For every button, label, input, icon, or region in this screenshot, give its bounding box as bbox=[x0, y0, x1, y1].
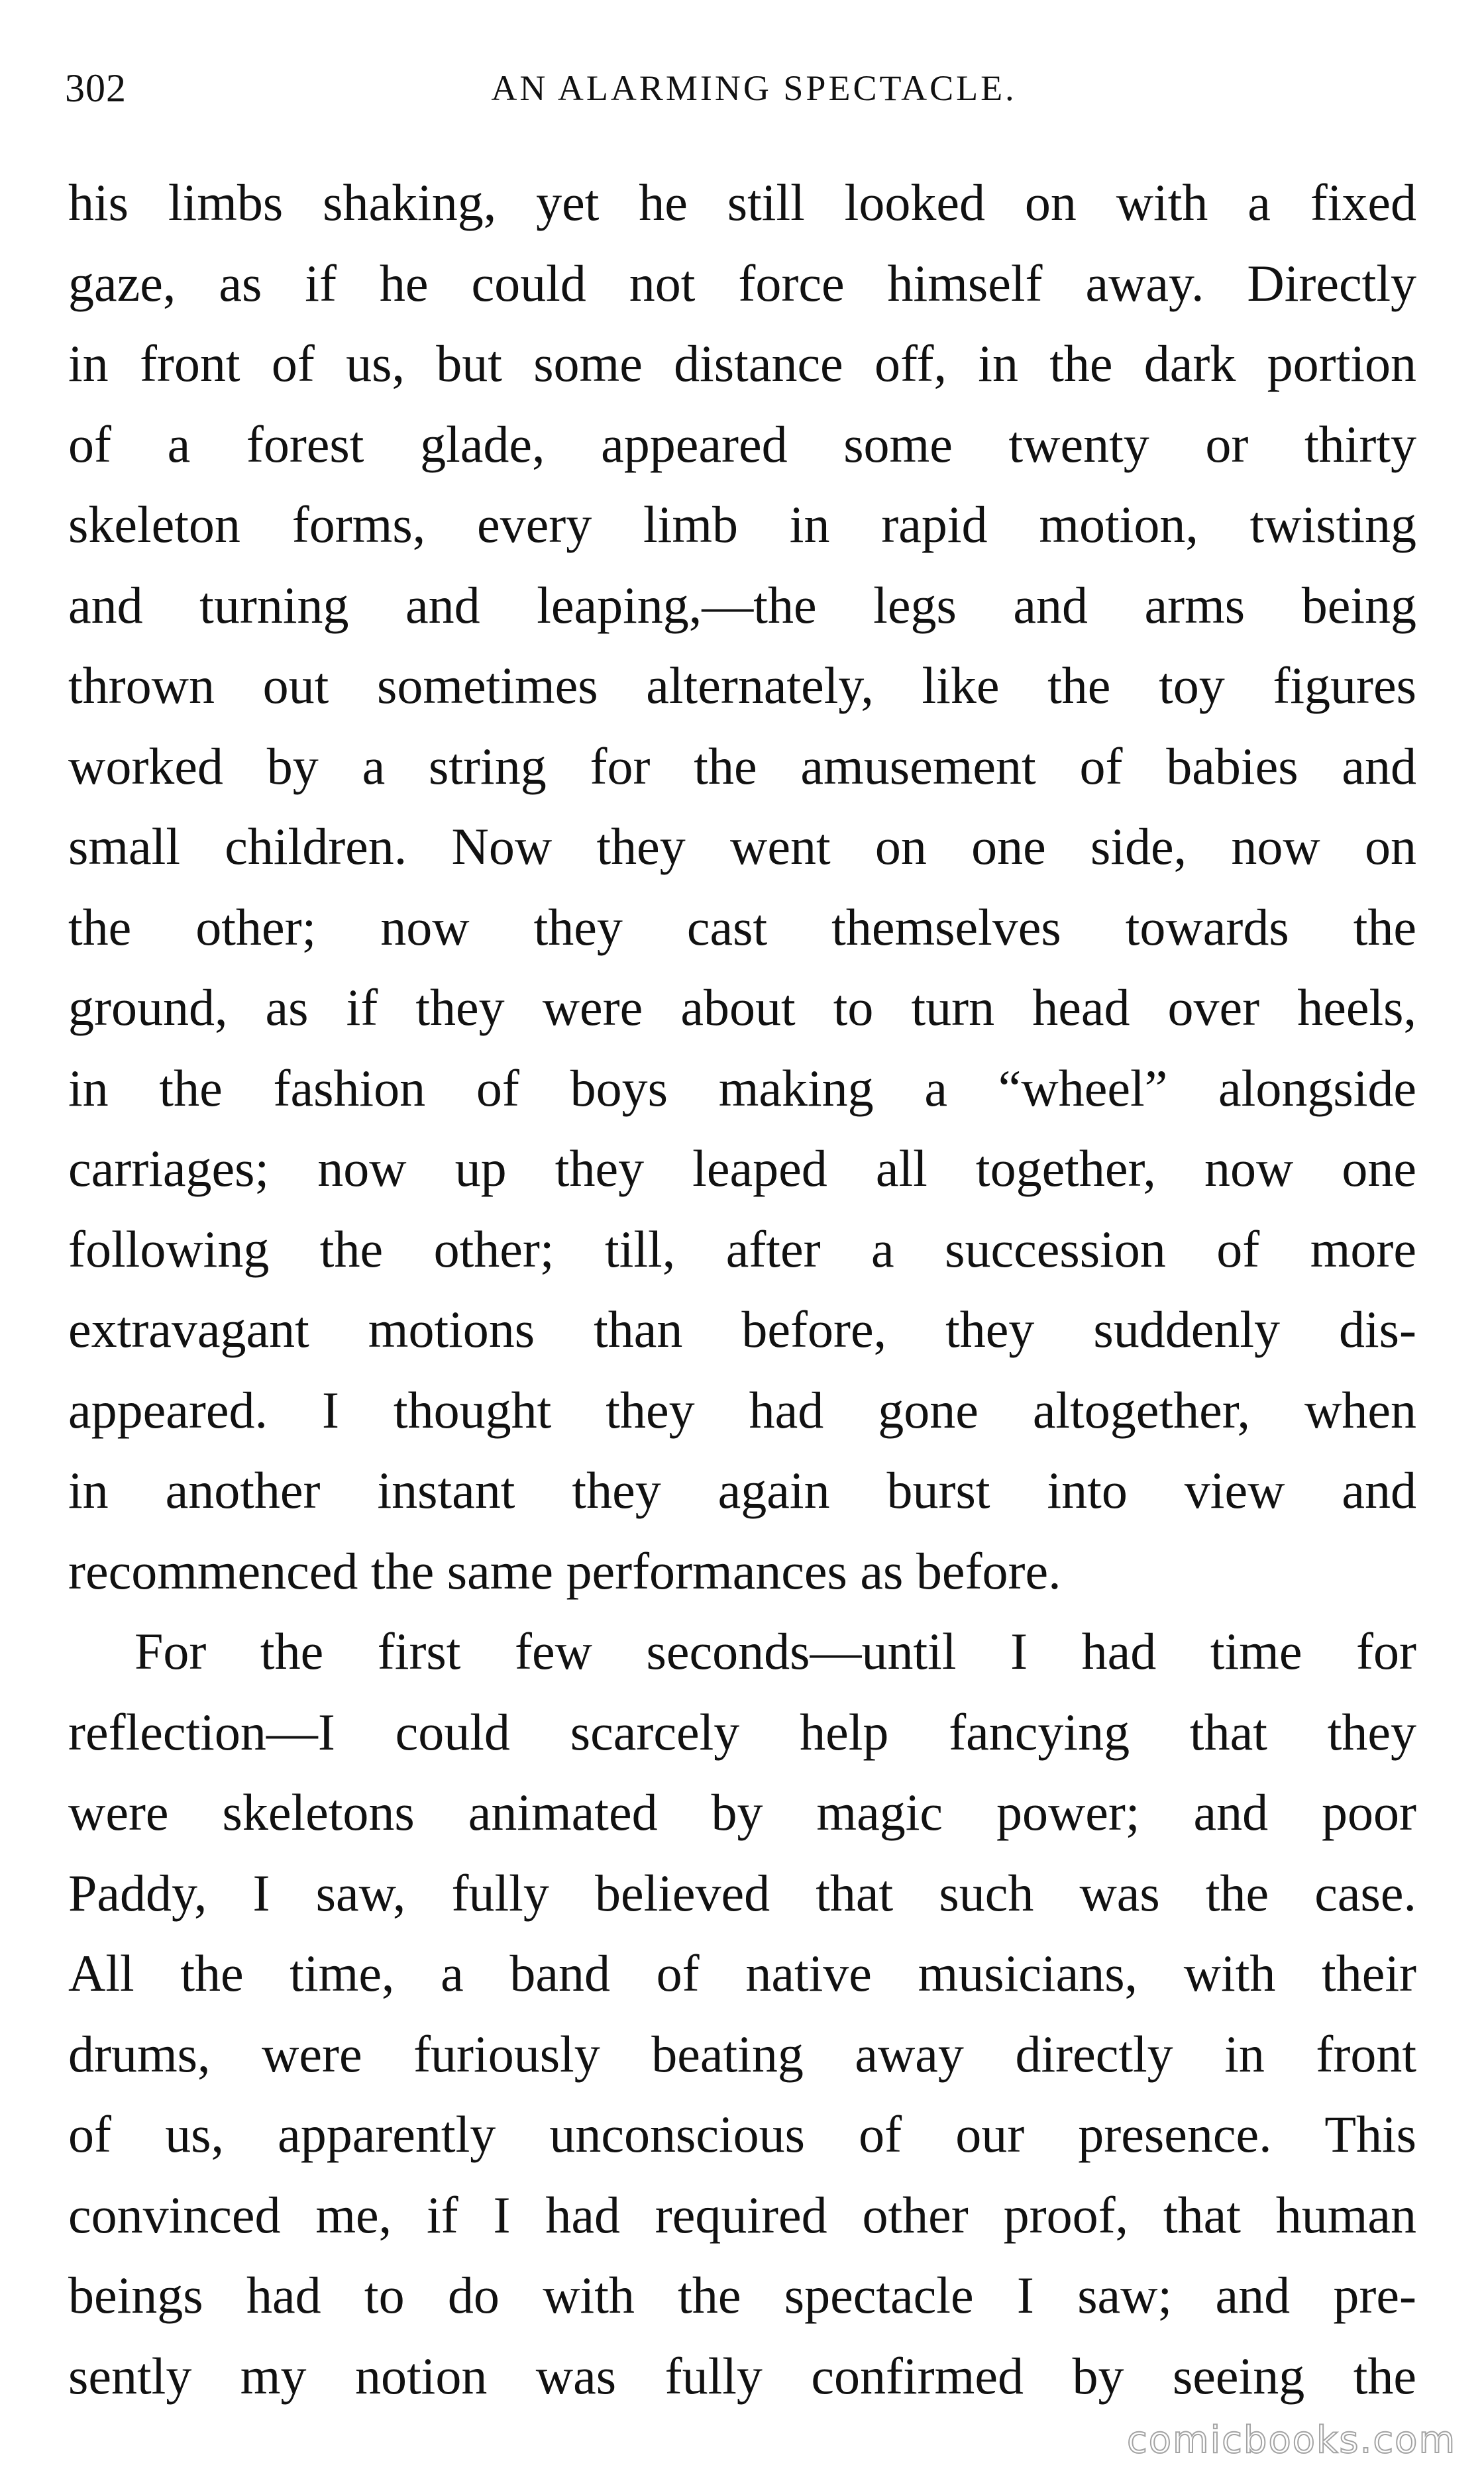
text-line: ground, as if they were about to turn head over heels, bbox=[68, 978, 1416, 1036]
text-line: in another instant they again burst into view and bbox=[68, 1461, 1416, 1519]
text-line: the other; now they cast themselves towards the bbox=[68, 898, 1416, 956]
text-line: of a forest glade, appeared some twenty or thirty bbox=[68, 415, 1416, 473]
text-line: gaze, as if he could not force himself away. Directly bbox=[68, 254, 1416, 312]
text-line: All the time, a band of native musicians, with their bbox=[68, 1944, 1416, 2002]
text-line: and turning and leaping,—the legs and arms being bbox=[68, 576, 1416, 634]
paragraph-2 bbox=[68, 1611, 1416, 2416]
text-line: worked by a string for the amusement of babies and bbox=[68, 737, 1416, 795]
text-line: thrown out sometimes alternately, like the toy figures bbox=[68, 657, 1416, 714]
text-line: of us, apparently unconscious of our presence. This bbox=[68, 2105, 1416, 2163]
text-line: convinced me, if I had required other proof, that human bbox=[68, 2185, 1416, 2244]
text-line: his limbs shaking, yet he still looked on with a fixed bbox=[68, 174, 1416, 231]
text-line: in the fashion of boys making a “wheel” alongside bbox=[68, 1059, 1416, 1117]
text-line: For the first few seconds—until I had time for bbox=[134, 1622, 1416, 1680]
text-line: reflection—I could scarcely help fancying that they bbox=[68, 1703, 1416, 1761]
text-line: carriages; now up they leaped all together, now one bbox=[68, 1139, 1416, 1197]
text-line: beings had to do with the spectacle I saw; and pre- bbox=[68, 2266, 1416, 2324]
text-line: appeared. I thought they had gone altogether, when bbox=[68, 1381, 1416, 1439]
running-title: AN ALARMING SPECTACLE. bbox=[491, 68, 1017, 108]
text-line: in front of us, but some distance off, in the dark portion bbox=[68, 335, 1416, 392]
text-line: extravagant motions than before, they suddenly dis- bbox=[68, 1300, 1416, 1358]
text-line: sently my notion was fully confirmed by seeing the bbox=[68, 2346, 1416, 2405]
text-line: were skeletons animated by magic power; and poor bbox=[68, 1783, 1416, 1841]
text-line: following the other; till, after a succession of more bbox=[68, 1220, 1416, 1278]
page-number: 302 bbox=[65, 66, 127, 110]
watermark: comicbooks.com bbox=[1126, 2419, 1456, 2462]
running-head bbox=[65, 58, 1416, 118]
text-line: Paddy, I saw, fully believed that such was the case. bbox=[68, 1864, 1416, 1922]
text-line: drums, were furiously beating away directly in front bbox=[68, 2024, 1416, 2083]
text-line: skeleton forms, every limb in rapid motion, twisting bbox=[68, 496, 1416, 553]
text-line: small children. Now they went on one side, now on bbox=[68, 817, 1416, 875]
text-line: recommenced the same performances as before. bbox=[68, 1542, 1061, 1600]
paragraph-1 bbox=[68, 162, 1416, 1611]
body-text bbox=[68, 162, 1416, 2416]
